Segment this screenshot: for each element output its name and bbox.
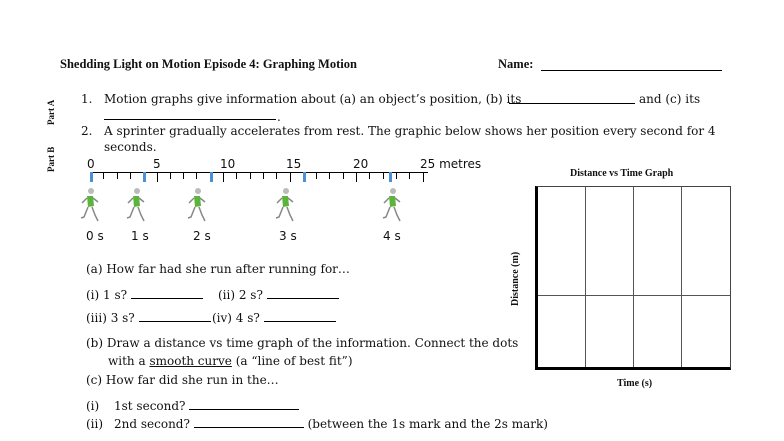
sprinter-icon — [124, 187, 146, 223]
ruler-tick — [263, 172, 264, 179]
ruler-tick — [396, 172, 397, 179]
time-label-2: 2 s — [193, 229, 211, 243]
position-marker — [210, 172, 213, 182]
part-a-label: Part A — [46, 99, 56, 125]
question-i: (i) 1 s? — [86, 288, 128, 302]
ruler-tick — [343, 172, 344, 179]
sprinter-icon — [78, 187, 100, 223]
ruler-tick — [329, 172, 330, 179]
ruler-tick — [369, 172, 370, 179]
q1-blank-b[interactable] — [509, 103, 635, 104]
ruler-tick — [236, 172, 237, 179]
question-iii: (iii) 3 s? — [86, 311, 135, 325]
answer-ii-field[interactable] — [267, 288, 339, 299]
q1-and-c: and (c) its — [639, 92, 701, 106]
question-b-line2: with a smooth curve (a “line of best fit”) — [108, 354, 353, 368]
answer-c-ii-field[interactable] — [194, 417, 304, 428]
ruler-tick — [130, 172, 131, 179]
position-marker — [389, 172, 392, 182]
question-ii: (ii) 2 s? — [218, 288, 263, 302]
ruler-tick — [183, 172, 184, 179]
q2-line1: A sprinter gradually accelerates from rest. The graphic below shows her position every second for 4 — [104, 124, 716, 138]
answer-iii-field[interactable] — [139, 311, 211, 322]
time-label-0: 0 s — [86, 229, 104, 243]
answer-iv-field[interactable] — [264, 311, 336, 322]
question-iv: (iv) 4 s? — [212, 311, 260, 325]
ruler-label-5: 5 — [153, 157, 161, 171]
name-label: Name: — [498, 57, 534, 71]
ruler-label-20: 20 — [353, 157, 369, 171]
grid-line — [585, 187, 586, 367]
q1-period: . — [277, 110, 281, 124]
ruler-tick — [117, 172, 118, 179]
ruler-tick — [223, 172, 224, 182]
question-c-ii-number: (ii) — [86, 417, 104, 431]
time-label-4: 4 s — [383, 229, 401, 243]
position-marker — [303, 172, 306, 182]
position-marker — [90, 172, 93, 182]
part-b-label: Part B — [46, 146, 56, 172]
answer-c-i-field[interactable] — [189, 399, 299, 410]
ruler-tick — [196, 172, 197, 179]
graph-x-axis-label: Time (s) — [617, 378, 653, 389]
ruler-tick — [316, 172, 317, 179]
time-label-3: 3 s — [279, 229, 297, 243]
q2-line2: seconds. — [104, 140, 157, 154]
ruler-tick — [356, 172, 357, 182]
ruler-tick — [103, 172, 104, 179]
ruler-tick — [157, 172, 158, 182]
ruler-tick — [383, 172, 384, 179]
name-field[interactable] — [541, 70, 722, 71]
ruler-label-0: 0 — [87, 157, 95, 171]
question-c-ii: 2nd second? — [114, 417, 190, 431]
grid-line — [538, 295, 730, 296]
question-c-i: 1st second? — [114, 399, 186, 413]
ruler-tick — [423, 172, 424, 182]
grid-line — [681, 187, 682, 367]
ruler-label-25: 25 metres — [420, 157, 482, 171]
sprinter-icon — [273, 187, 295, 223]
answer-i-field[interactable] — [131, 288, 203, 299]
question-b-line1: (b) Draw a distance vs time graph of the information. Connect the dots — [86, 336, 519, 350]
ruler-tick — [290, 172, 291, 182]
question-a: (a) How far had she run after running for… — [86, 262, 350, 276]
question-c: (c) How far did she run in the… — [86, 373, 279, 387]
ruler-label-10: 10 — [220, 157, 236, 171]
q1-text: Motion graphs give information about (a) an object’s position, (b) its — [104, 92, 522, 106]
position-marker — [143, 172, 146, 182]
ruler-label-15: 15 — [286, 157, 302, 171]
graph-y-axis-label: Distance (m) — [510, 251, 521, 306]
q2-number: 2. — [81, 124, 93, 138]
graph-title: Distance vs Time Graph — [570, 168, 674, 179]
ruler-tick — [276, 172, 277, 179]
ruler-tick — [250, 172, 251, 179]
sprinter-icon — [185, 187, 207, 223]
ruler-tick — [170, 172, 171, 179]
question-c-ii-note: (between the 1s mark and the 2s mark) — [307, 417, 548, 431]
grid-line — [633, 187, 634, 367]
time-label-1: 1 s — [131, 229, 149, 243]
blank-graph-grid[interactable] — [535, 186, 731, 370]
question-c-i-number: (i) — [86, 399, 100, 413]
ruler-line — [90, 172, 428, 173]
q1-number: 1. — [81, 92, 93, 106]
q1-blank-c[interactable] — [104, 119, 276, 120]
sprinter-icon — [380, 187, 402, 223]
ruler-tick — [409, 172, 410, 179]
worksheet-title: Shedding Light on Motion Episode 4: Graphing Motion — [60, 57, 357, 71]
distance-ruler — [90, 172, 428, 182]
